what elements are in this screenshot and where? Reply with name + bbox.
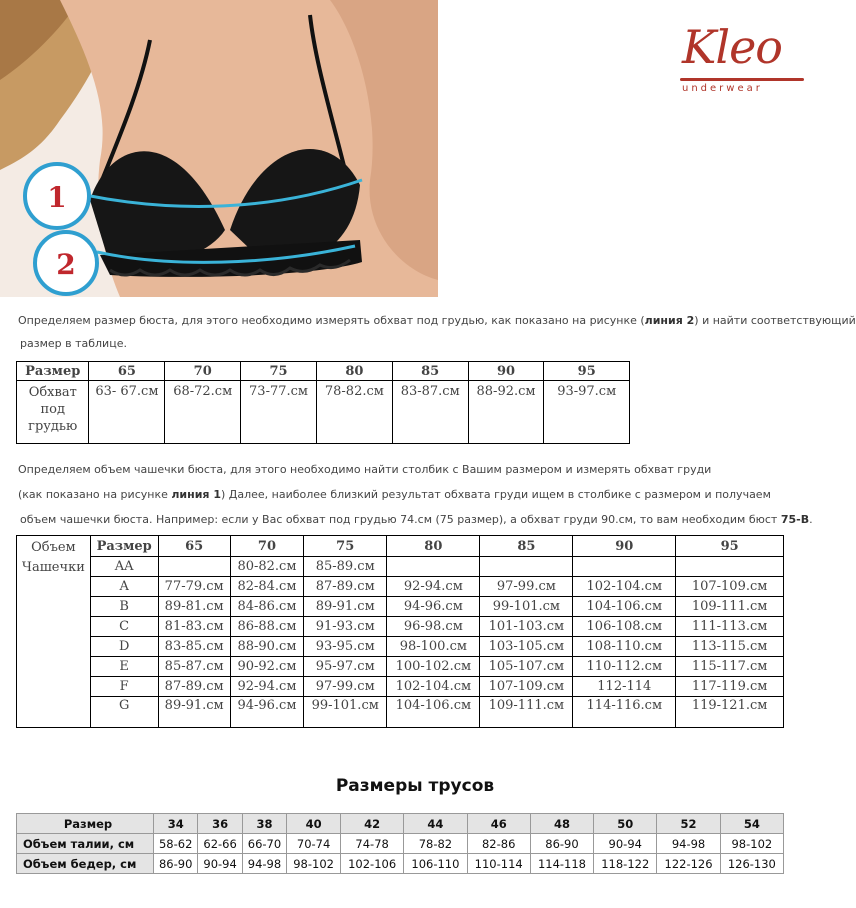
briefs-value-cell: 102-106 (341, 854, 404, 874)
cup-value-cell: 102-104.см (573, 577, 676, 597)
marker-2-label: 2 (56, 248, 76, 281)
cup-value-cell: 82-84.см (230, 577, 303, 597)
briefs-waist-row (17, 834, 784, 854)
cup-value-cell: 109-111.см (480, 697, 573, 728)
cup-letter: A (90, 577, 158, 597)
cup-value-cell: 93-95.см (304, 637, 387, 657)
cup-value-cell: 84-86.см (230, 597, 303, 617)
cup-row-f (17, 677, 784, 697)
logo-brand: Kleo (682, 20, 782, 74)
briefs-value-cell: 86-90 (530, 834, 593, 854)
cup-value-cell: 103-105.см (480, 637, 573, 657)
cup-size-header: 65 (158, 536, 230, 557)
briefs-value-cell: 86-90 (154, 854, 198, 874)
cup-value-cell: 105-107.см (480, 657, 573, 677)
cup-row-e (17, 657, 784, 677)
cup-value-cell: 91-93.см (304, 617, 387, 637)
briefs-value-cell: 66-70 (242, 834, 286, 854)
cup-corner-label: Объем Чашечки (17, 536, 91, 728)
cup-value-cell: 87-89.см (304, 577, 387, 597)
briefs-value-cell: 126-130 (720, 854, 783, 874)
cup-value-cell (676, 557, 784, 577)
cup-table-head-label: Размер (90, 536, 158, 557)
cup-value-cell: 95-97.см (304, 657, 387, 677)
cup-size-header: 90 (573, 536, 676, 557)
cup-value-cell: 89-91.см (158, 697, 230, 728)
cup-value-cell (158, 557, 230, 577)
briefs-header-row (17, 814, 784, 834)
cup-value-cell: 110-112.см (573, 657, 676, 677)
cup-letter: D (90, 637, 158, 657)
cup-value-cell: 94-96.см (387, 597, 480, 617)
kleo-logo (676, 20, 806, 100)
band-value-cell: 68-72.см (165, 381, 241, 444)
band-size-table (16, 361, 630, 444)
briefs-title: Размеры трусов (335, 776, 495, 796)
briefs-hips-row (17, 854, 784, 874)
cup-value-cell: 104-106.см (387, 697, 480, 728)
briefs-value-cell: 114-118 (530, 854, 593, 874)
cup-value-cell: 88-90.см (230, 637, 303, 657)
briefs-size-header: 42 (341, 814, 404, 834)
cup-value-cell (573, 557, 676, 577)
cup-letter: C (90, 617, 158, 637)
cup-value-cell: 83-85.см (158, 637, 230, 657)
cup-letter: E (90, 657, 158, 677)
briefs-value-cell: 78-82 (404, 834, 467, 854)
briefs-value-cell: 122-126 (657, 854, 720, 874)
cup-value-cell: 104-106.см (573, 597, 676, 617)
cup-letter: F (90, 677, 158, 697)
briefs-size-header: 54 (720, 814, 783, 834)
briefs-value-cell: 82-86 (467, 834, 530, 854)
band-value-cell: 83-87.см (392, 381, 468, 444)
briefs-size-header: 52 (657, 814, 720, 834)
cup-value-cell: 119-121.см (676, 697, 784, 728)
cup-size-header: 80 (387, 536, 480, 557)
band-row-label: Обхват под грудью (17, 381, 89, 444)
band-size-header: 95 (544, 362, 630, 381)
cup-row-c (17, 617, 784, 637)
briefs-value-cell: 98-102 (287, 854, 341, 874)
cup-value-cell: 109-111.см (676, 597, 784, 617)
cup-value-cell: 108-110.см (573, 637, 676, 657)
band-size-header: 75 (241, 362, 317, 381)
cup-value-cell: 85-89.см (304, 557, 387, 577)
cup-row-g (17, 697, 784, 728)
cup-row-d (17, 637, 784, 657)
cup-value-cell: 99-101.см (304, 697, 387, 728)
cup-value-cell: 111-113.см (676, 617, 784, 637)
cup-instructions-line1: Определяем объем чашечки бюста, для этого необходимо найти столбик с Вашим размером и измерять обхват груди (18, 463, 712, 476)
briefs-value-cell: 94-98 (242, 854, 286, 874)
briefs-value-cell: 90-94 (594, 834, 657, 854)
cup-value-cell: 77-79.см (158, 577, 230, 597)
band-size-header: 90 (468, 362, 544, 381)
briefs-size-header: 36 (198, 814, 242, 834)
cup-value-cell: 100-102.см (387, 657, 480, 677)
cup-letter: B (90, 597, 158, 617)
cup-value-cell: 115-117.см (676, 657, 784, 677)
band-instructions-line2: размер в таблице. (20, 337, 127, 350)
cup-value-cell: 87-89.см (158, 677, 230, 697)
cup-size-header: 75 (304, 536, 387, 557)
briefs-value-cell: 110-114 (467, 854, 530, 874)
cup-size-header: 85 (480, 536, 573, 557)
band-size-header: 65 (89, 362, 165, 381)
cup-value-cell: 102-104.см (387, 677, 480, 697)
briefs-size-header: 34 (154, 814, 198, 834)
cup-size-header: 70 (230, 536, 303, 557)
band-value-cell: 88-92.см (468, 381, 544, 444)
briefs-size-header: 48 (530, 814, 593, 834)
briefs-size-header: 40 (287, 814, 341, 834)
cup-instructions-line2: (как показано на рисунке линия 1) Далее, наиболее близкий результат обхвата груди ищем в столбике с размером и получаем (18, 488, 771, 501)
briefs-row-label: Объем талии, см (17, 834, 154, 854)
band-value-cell: 73-77.см (241, 381, 317, 444)
cup-value-cell: 92-94.см (387, 577, 480, 597)
cup-letter: AA (90, 557, 158, 577)
band-size-header: 85 (392, 362, 468, 381)
briefs-value-cell: 70-74 (287, 834, 341, 854)
band-value-cell: 63- 67.см (89, 381, 165, 444)
cup-value-cell: 97-99.см (304, 677, 387, 697)
briefs-head-label: Размер (17, 814, 154, 834)
cup-value-cell: 112-114 (573, 677, 676, 697)
briefs-size-header: 50 (594, 814, 657, 834)
cup-value-cell: 81-83.см (158, 617, 230, 637)
cup-value-cell: 94-96.см (230, 697, 303, 728)
cup-value-cell: 117-119.см (676, 677, 784, 697)
cup-row-aa (17, 557, 784, 577)
briefs-value-cell: 94-98 (657, 834, 720, 854)
band-value-cell: 93-97.см (544, 381, 630, 444)
band-value-cell: 78-82.см (316, 381, 392, 444)
briefs-size-header: 38 (242, 814, 286, 834)
cup-row-b (17, 597, 784, 617)
band-instructions-line1: Определяем размер бюста, для этого необходимо измерять обхват под грудью, как показано на рисунке (линия 2) и найти соответствующий (18, 314, 856, 327)
cup-size-table (16, 535, 784, 728)
briefs-size-header: 46 (467, 814, 530, 834)
cup-value-cell: 96-98.см (387, 617, 480, 637)
briefs-value-cell: 118-122 (594, 854, 657, 874)
cup-value-cell: 85-87.см (158, 657, 230, 677)
cup-value-cell (387, 557, 480, 577)
briefs-value-cell: 74-78 (341, 834, 404, 854)
cup-value-cell: 99-101.см (480, 597, 573, 617)
briefs-row-label: Объем бедер, см (17, 854, 154, 874)
briefs-size-header: 44 (404, 814, 467, 834)
bra-measurement-illustration (0, 0, 438, 297)
cup-table-header-row (17, 536, 784, 557)
band-size-header: 70 (165, 362, 241, 381)
marker-1-label: 1 (47, 181, 67, 214)
cup-row-a (17, 577, 784, 597)
briefs-value-cell: 106-110 (404, 854, 467, 874)
cup-value-cell (480, 557, 573, 577)
cup-value-cell: 106-108.см (573, 617, 676, 637)
band-table-value-row (17, 381, 630, 444)
briefs-value-cell: 62-66 (198, 834, 242, 854)
logo-subtitle: underwear (682, 83, 763, 94)
cup-letter: G (90, 697, 158, 728)
band-table-header-row (17, 362, 630, 381)
briefs-size-table (16, 813, 784, 874)
cup-size-header: 95 (676, 536, 784, 557)
cup-value-cell: 90-92.см (230, 657, 303, 677)
cup-value-cell: 80-82.см (230, 557, 303, 577)
cup-value-cell: 107-109.см (676, 577, 784, 597)
model-photo (0, 0, 438, 297)
briefs-value-cell: 98-102 (720, 834, 783, 854)
cup-instructions-line3: объем чашечки бюста. Например: если у Вас обхват под грудью 74.см (75 размер), а обхват груди 90.см, то вам необходим бюст 75-B. (20, 513, 813, 526)
cup-value-cell: 98-100.см (387, 637, 480, 657)
cup-value-cell: 101-103.см (480, 617, 573, 637)
cup-value-cell: 97-99.см (480, 577, 573, 597)
cup-value-cell: 107-109.см (480, 677, 573, 697)
briefs-value-cell: 90-94 (198, 854, 242, 874)
cup-value-cell: 86-88.см (230, 617, 303, 637)
cup-value-cell: 114-116.см (573, 697, 676, 728)
logo-underline (680, 78, 804, 81)
cup-value-cell: 89-81.см (158, 597, 230, 617)
cup-value-cell: 89-91.см (304, 597, 387, 617)
cup-value-cell: 113-115.см (676, 637, 784, 657)
cup-value-cell: 92-94.см (230, 677, 303, 697)
band-table-head-label: Размер (17, 362, 89, 381)
band-size-header: 80 (316, 362, 392, 381)
briefs-value-cell: 58-62 (154, 834, 198, 854)
